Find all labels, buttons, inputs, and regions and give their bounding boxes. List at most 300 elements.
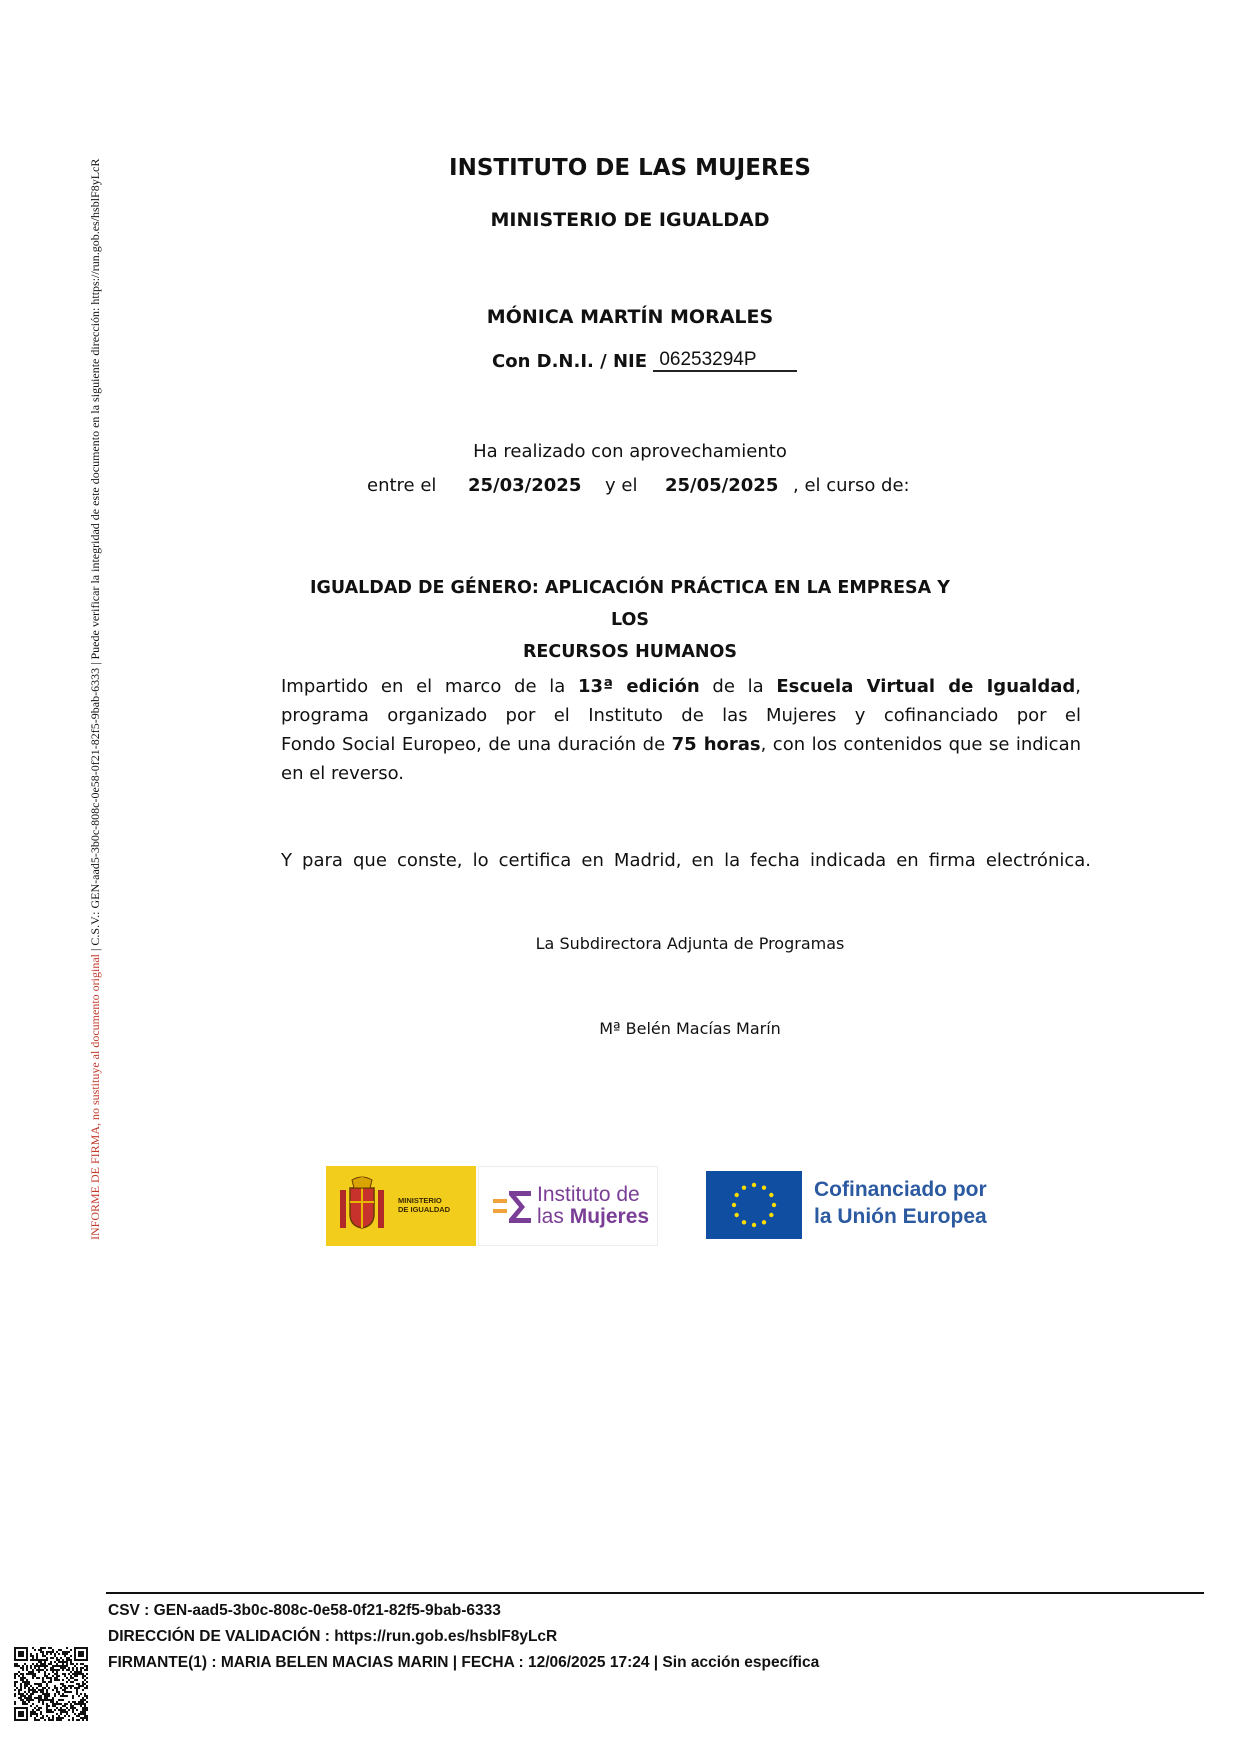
qr-module	[62, 1705, 64, 1707]
qr-module	[80, 1699, 82, 1701]
details-text: , con los contenidos que se indican	[760, 734, 1082, 755]
qr-module	[56, 1717, 58, 1719]
qr-module	[22, 1703, 24, 1705]
qr-module	[66, 1695, 68, 1697]
qr-module	[80, 1711, 82, 1713]
qr-module	[52, 1719, 54, 1721]
qr-module	[50, 1661, 52, 1663]
qr-module	[86, 1695, 88, 1697]
eu-star	[769, 1193, 773, 1197]
qr-module	[70, 1661, 72, 1663]
course-title-line1: IGUALDAD DE GÉNERO: APLICACIÓN PRÁCTICA EN LA EMPRESA Y LOS	[310, 578, 950, 630]
qr-module	[40, 1669, 42, 1671]
qr-module	[64, 1667, 66, 1669]
qr-module	[52, 1697, 54, 1699]
qr-module	[66, 1703, 68, 1705]
qr-module	[56, 1671, 58, 1673]
qr-module	[52, 1675, 54, 1677]
qr-module	[76, 1683, 78, 1685]
qr-code	[14, 1647, 88, 1721]
school-name: Escuela Virtual de Igualdad	[776, 676, 1076, 697]
qr-module	[46, 1651, 48, 1653]
eu-star	[742, 1185, 746, 1189]
qr-module	[84, 1711, 86, 1713]
qr-module	[76, 1691, 78, 1693]
qr-module	[44, 1697, 46, 1699]
qr-module	[66, 1669, 68, 1671]
qr-module	[78, 1655, 80, 1657]
qr-module	[86, 1665, 88, 1667]
qr-module	[20, 1693, 22, 1695]
qr-module	[18, 1691, 20, 1693]
qr-module	[26, 1713, 28, 1715]
qr-module	[82, 1701, 84, 1703]
qr-module	[86, 1651, 88, 1653]
qr-module	[42, 1687, 44, 1689]
qr-module	[74, 1659, 76, 1661]
qr-module	[66, 1647, 68, 1649]
qr-module	[86, 1667, 88, 1669]
qr-module	[46, 1705, 48, 1707]
qr-module	[64, 1695, 66, 1697]
qr-module	[20, 1697, 22, 1699]
qr-module	[82, 1663, 84, 1665]
qr-module	[82, 1651, 84, 1653]
instituto-logo-mujeres: Mujeres	[569, 1205, 650, 1228]
qr-module	[24, 1681, 26, 1683]
qr-module	[44, 1681, 46, 1683]
qr-module	[36, 1691, 38, 1693]
qr-module	[22, 1665, 24, 1667]
qr-module	[60, 1687, 62, 1689]
qr-module	[74, 1673, 76, 1675]
course-title	[290, 572, 970, 668]
qr-module	[18, 1659, 20, 1661]
qr-module	[64, 1687, 66, 1689]
qr-module	[46, 1683, 48, 1685]
qr-module	[30, 1693, 32, 1695]
qr-module	[82, 1647, 84, 1649]
intro-text: Ha realizado con aprovechamiento	[473, 441, 787, 462]
qr-module	[32, 1671, 34, 1673]
certification-text: Y para que conste, lo certifica en Madrid, en la fecha indicada en firma electrónica.	[281, 850, 1091, 871]
ministerio-logo-line1: MINISTERIO	[398, 1196, 442, 1205]
qr-module	[22, 1647, 24, 1649]
qr-module	[58, 1699, 60, 1701]
qr-module	[84, 1703, 86, 1705]
between-label: entre el	[367, 475, 437, 496]
eu-text-line2: la Unión Europea	[814, 1205, 987, 1228]
qr-module	[54, 1685, 56, 1687]
qr-module	[72, 1711, 74, 1713]
qr-module	[22, 1655, 24, 1657]
qr-module	[44, 1673, 46, 1675]
qr-module	[22, 1701, 24, 1703]
qr-module	[62, 1709, 64, 1711]
qr-module	[40, 1647, 42, 1649]
qr-module	[26, 1697, 28, 1699]
qr-module	[64, 1665, 66, 1667]
qr-module	[54, 1703, 56, 1705]
qr-module	[48, 1673, 50, 1675]
qr-module	[30, 1689, 32, 1691]
qr-module	[58, 1703, 60, 1705]
qr-module	[66, 1651, 68, 1653]
qr-module	[18, 1647, 20, 1649]
qr-module	[54, 1709, 56, 1711]
qr-module	[50, 1719, 52, 1721]
qr-module	[48, 1647, 50, 1649]
qr-module	[76, 1715, 78, 1717]
qr-module	[52, 1651, 54, 1653]
qr-module	[36, 1653, 38, 1655]
details-line4: en el reverso.	[281, 763, 405, 784]
qr-module	[46, 1659, 48, 1661]
qr-module	[86, 1687, 88, 1689]
signer-name: Mª Belén Macías Marín	[599, 1019, 781, 1038]
qr-module	[62, 1695, 64, 1697]
qr-module	[20, 1659, 22, 1661]
qr-module	[26, 1693, 28, 1695]
qr-module	[26, 1711, 28, 1713]
qr-module	[74, 1701, 76, 1703]
qr-module	[46, 1695, 48, 1697]
instituto-logo-line1: Instituto de	[537, 1183, 640, 1206]
qr-module	[44, 1675, 46, 1677]
qr-module	[72, 1677, 74, 1679]
csv-label: CSV :	[108, 1602, 150, 1619]
qr-module	[66, 1711, 68, 1713]
qr-module	[38, 1667, 40, 1669]
qr-module	[52, 1717, 54, 1719]
validation-url[interactable]: https://run.gob.es/hsblF8yLcR	[334, 1628, 558, 1645]
qr-module	[32, 1669, 34, 1671]
qr-module	[40, 1685, 42, 1687]
qr-module	[48, 1695, 50, 1697]
qr-module	[68, 1673, 70, 1675]
qr-module	[66, 1707, 68, 1709]
qr-module	[42, 1701, 44, 1703]
qr-module	[80, 1659, 82, 1661]
qr-module	[52, 1669, 54, 1671]
qr-module	[82, 1713, 84, 1715]
qr-module	[30, 1713, 32, 1715]
eu-star	[734, 1213, 738, 1217]
qr-module	[44, 1663, 46, 1665]
qr-module	[36, 1697, 38, 1699]
qr-module	[70, 1671, 72, 1673]
qr-module	[60, 1657, 62, 1659]
qr-module	[26, 1703, 28, 1705]
qr-module	[30, 1655, 32, 1657]
qr-module	[28, 1691, 30, 1693]
qr-module	[84, 1709, 86, 1711]
footer-divider	[106, 1592, 1204, 1594]
qr-module	[56, 1687, 58, 1689]
qr-module	[30, 1653, 32, 1655]
qr-module	[46, 1689, 48, 1691]
qr-module	[34, 1673, 36, 1675]
qr-module	[68, 1679, 70, 1681]
qr-module	[26, 1647, 28, 1649]
qr-module	[68, 1709, 70, 1711]
qr-module	[80, 1655, 82, 1657]
qr-module	[42, 1703, 44, 1705]
qr-module	[36, 1705, 38, 1707]
qr-module	[32, 1689, 34, 1691]
qr-module	[78, 1687, 80, 1689]
qr-module	[48, 1717, 50, 1719]
qr-module	[58, 1653, 60, 1655]
qr-module	[76, 1647, 78, 1649]
qr-module	[50, 1663, 52, 1665]
qr-module	[56, 1713, 58, 1715]
qr-module	[72, 1701, 74, 1703]
qr-module	[50, 1653, 52, 1655]
details-line1	[281, 672, 1081, 701]
qr-module	[28, 1673, 30, 1675]
course-title-line2: RECURSOS HUMANOS	[522, 642, 738, 662]
qr-module	[36, 1663, 38, 1665]
qr-module	[16, 1663, 18, 1665]
details-line3	[281, 730, 1081, 759]
qr-module	[86, 1685, 88, 1687]
qr-module	[64, 1675, 66, 1677]
qr-module	[14, 1685, 16, 1687]
qr-module	[62, 1653, 64, 1655]
qr-module	[54, 1705, 56, 1707]
qr-module	[28, 1695, 30, 1697]
qr-module	[34, 1719, 36, 1721]
eu-star	[762, 1220, 766, 1224]
qr-module	[22, 1669, 24, 1671]
qr-module	[32, 1693, 34, 1695]
qr-module	[20, 1667, 22, 1669]
details-text: Fondo Social Europeo, de una duración de	[281, 734, 666, 755]
qr-module	[46, 1675, 48, 1677]
qr-module	[36, 1655, 38, 1657]
qr-module	[26, 1655, 28, 1657]
qr-module	[16, 1681, 18, 1683]
qr-module	[58, 1693, 60, 1695]
qr-module	[76, 1671, 78, 1673]
footer-signer	[108, 1654, 819, 1672]
qr-module	[74, 1647, 76, 1649]
qr-module	[30, 1699, 32, 1701]
qr-module	[64, 1705, 66, 1707]
qr-module	[32, 1659, 34, 1661]
qr-module	[52, 1699, 54, 1701]
qr-module	[56, 1689, 58, 1691]
qr-module	[48, 1693, 50, 1695]
qr-module	[54, 1695, 56, 1697]
qr-module	[74, 1671, 76, 1673]
qr-module	[28, 1683, 30, 1685]
qr-module	[62, 1683, 64, 1685]
eu-star	[752, 1183, 756, 1187]
qr-module	[14, 1677, 16, 1679]
qr-module	[84, 1707, 86, 1709]
qr-module	[30, 1705, 32, 1707]
qr-module	[34, 1691, 36, 1693]
qr-module	[24, 1687, 26, 1689]
qr-module	[22, 1681, 24, 1683]
qr-module	[28, 1699, 30, 1701]
qr-module	[84, 1715, 86, 1717]
qr-module	[80, 1713, 82, 1715]
qr-module	[46, 1669, 48, 1671]
side-verification-stamp	[88, 159, 103, 1240]
qr-module	[20, 1713, 22, 1715]
qr-module	[70, 1687, 72, 1689]
qr-module	[34, 1711, 36, 1713]
qr-module	[20, 1699, 22, 1701]
qr-module	[38, 1659, 40, 1661]
qr-module	[28, 1687, 30, 1689]
qr-module	[86, 1719, 88, 1721]
qr-module	[58, 1669, 60, 1671]
qr-module	[76, 1679, 78, 1681]
qr-module	[48, 1705, 50, 1707]
qr-module	[40, 1697, 42, 1699]
qr-module	[42, 1659, 44, 1661]
qr-module	[78, 1653, 80, 1655]
qr-module	[52, 1703, 54, 1705]
qr-module	[40, 1717, 42, 1719]
qr-module	[20, 1689, 22, 1691]
qr-module	[80, 1651, 82, 1653]
qr-module	[58, 1665, 60, 1667]
details-paragraph	[281, 672, 1081, 788]
qr-module	[28, 1689, 30, 1691]
qr-module	[64, 1651, 66, 1653]
qr-module	[64, 1691, 66, 1693]
footer-csv	[108, 1602, 501, 1620]
qr-module	[26, 1653, 28, 1655]
qr-module	[14, 1647, 16, 1649]
qr-module	[82, 1681, 84, 1683]
qr-module	[40, 1711, 42, 1713]
qr-module	[80, 1653, 82, 1655]
qr-module	[52, 1671, 54, 1673]
qr-module	[40, 1683, 42, 1685]
qr-module	[68, 1691, 70, 1693]
qr-module	[18, 1715, 20, 1717]
qr-module	[28, 1697, 30, 1699]
footer-validation	[108, 1628, 557, 1646]
qr-module	[58, 1715, 60, 1717]
qr-module	[14, 1693, 16, 1695]
qr-module	[16, 1647, 18, 1649]
qr-module	[80, 1703, 82, 1705]
qr-module	[64, 1653, 66, 1655]
qr-module	[80, 1717, 82, 1719]
qr-module	[66, 1687, 68, 1689]
qr-module	[60, 1711, 62, 1713]
qr-module	[26, 1679, 28, 1681]
qr-module	[62, 1659, 64, 1661]
qr-module	[84, 1683, 86, 1685]
qr-module	[22, 1677, 24, 1679]
qr-module	[24, 1683, 26, 1685]
qr-module	[86, 1657, 88, 1659]
qr-module	[82, 1699, 84, 1701]
qr-module	[36, 1719, 38, 1721]
qr-module	[72, 1667, 74, 1669]
qr-module	[24, 1663, 26, 1665]
qr-module	[42, 1655, 44, 1657]
qr-module	[20, 1695, 22, 1697]
eu-star	[762, 1185, 766, 1189]
qr-module	[52, 1665, 54, 1667]
qr-module	[78, 1701, 80, 1703]
qr-module	[66, 1659, 68, 1661]
qr-module	[72, 1705, 74, 1707]
qr-module	[54, 1693, 56, 1695]
qr-module	[40, 1707, 42, 1709]
qr-module	[14, 1659, 16, 1661]
qr-module	[60, 1665, 62, 1667]
qr-module	[52, 1715, 54, 1717]
qr-module	[74, 1679, 76, 1681]
qr-module	[44, 1687, 46, 1689]
qr-module	[62, 1667, 64, 1669]
qr-module	[40, 1651, 42, 1653]
qr-module	[62, 1717, 64, 1719]
qr-module	[60, 1703, 62, 1705]
qr-module	[64, 1655, 66, 1657]
qr-module	[68, 1719, 70, 1721]
qr-module	[84, 1713, 86, 1715]
qr-module	[58, 1661, 60, 1663]
qr-module	[80, 1673, 82, 1675]
qr-module	[42, 1651, 44, 1653]
qr-module	[18, 1711, 20, 1713]
qr-module	[46, 1693, 48, 1695]
qr-module	[28, 1701, 30, 1703]
eu-star	[769, 1213, 773, 1217]
qr-module	[22, 1719, 24, 1721]
qr-module	[14, 1655, 16, 1657]
qr-module	[30, 1711, 32, 1713]
qr-module	[14, 1695, 16, 1697]
qr-module	[82, 1689, 84, 1691]
qr-module	[84, 1675, 86, 1677]
qr-module	[20, 1707, 22, 1709]
qr-module	[20, 1715, 22, 1717]
qr-module	[72, 1681, 74, 1683]
qr-module	[72, 1719, 74, 1721]
qr-module	[18, 1653, 20, 1655]
qr-module	[22, 1667, 24, 1669]
qr-module	[42, 1665, 44, 1667]
qr-module	[42, 1653, 44, 1655]
qr-module	[50, 1711, 52, 1713]
qr-module	[14, 1653, 16, 1655]
qr-module	[66, 1653, 68, 1655]
qr-module	[46, 1709, 48, 1711]
details-text: Impartido en el marco de la	[281, 676, 566, 697]
qr-module	[38, 1689, 40, 1691]
qr-module	[68, 1715, 70, 1717]
qr-module	[72, 1685, 74, 1687]
qr-module	[82, 1685, 84, 1687]
qr-module	[42, 1715, 44, 1717]
qr-module	[24, 1647, 26, 1649]
qr-module	[62, 1673, 64, 1675]
qr-module	[78, 1695, 80, 1697]
qr-module	[50, 1669, 52, 1671]
